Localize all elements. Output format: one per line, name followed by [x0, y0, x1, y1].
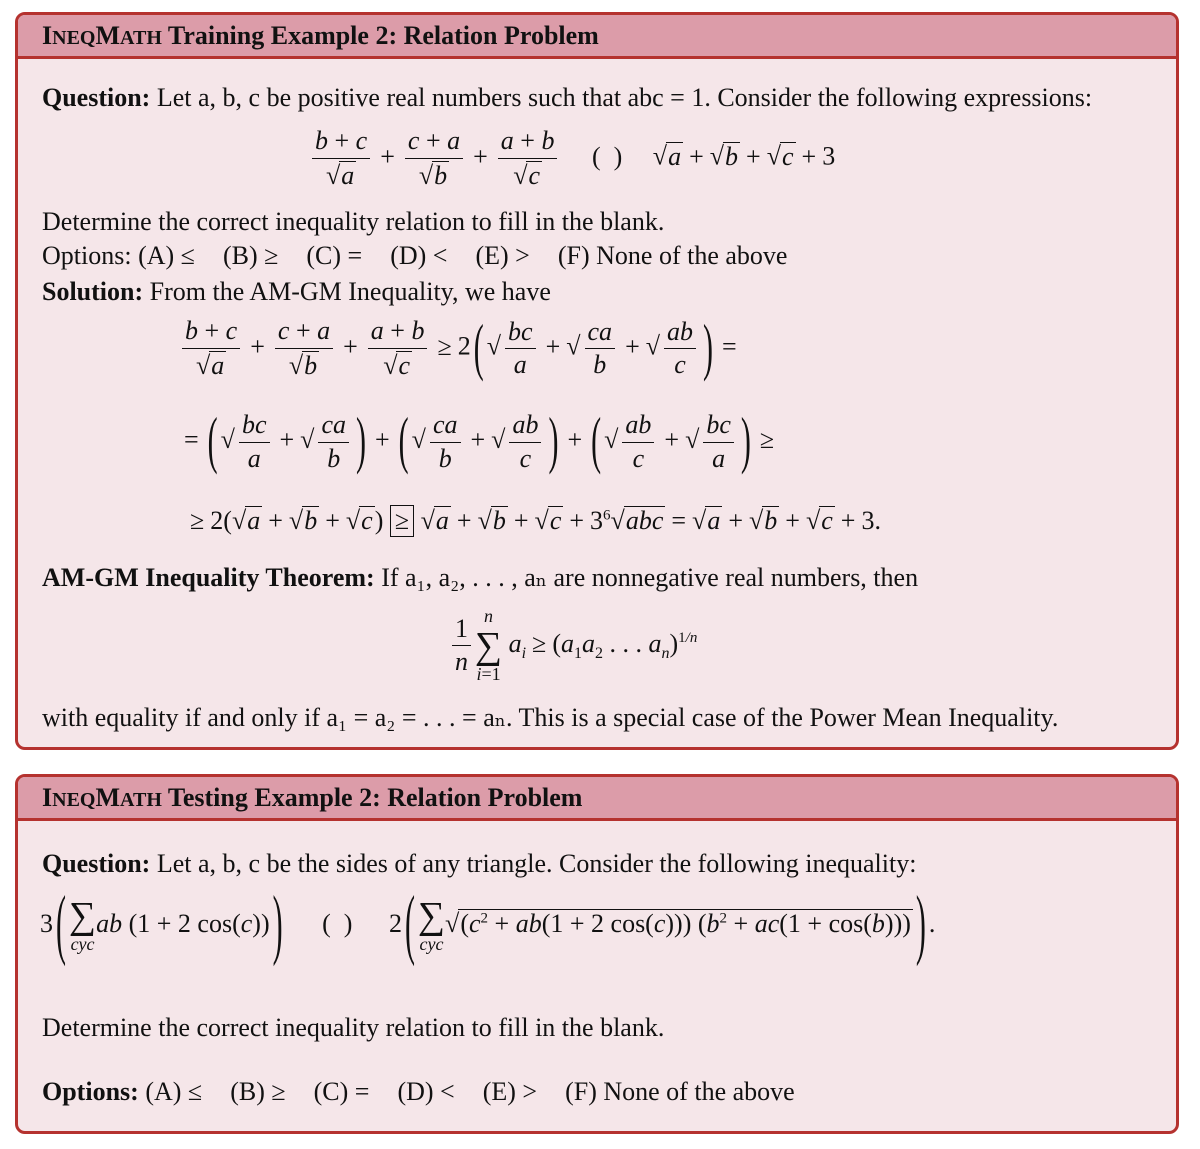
training-title: INEQMATH Training Example 2: Relation Problem: [18, 15, 1176, 59]
amgm-formula: $\frac{1}{n}$ n ∑ i=1 $a_i \ge (a_1a_2$ . . . $a_n)^{1/n}$: [448, 607, 697, 685]
testing-instruction: Determine the correct inequality relation to fill in the blank.: [42, 1013, 665, 1042]
testing-example-box: [15, 774, 1179, 1134]
training-question: Question: Let a, b, c be positive real numbers such that abc = 1. Consider the following expressions:: [42, 83, 1093, 112]
solution-line-1: $\frac{b + c}{√a}$ + $\frac{c + a}{√b}$ + $\frac{a + b}{√c}$ ≥ 2 ( √ $\frac{bc}{a}$ + √ $\frac{ca}{b}$ + √ $\frac{ab}{c}$ ) =: [178, 317, 743, 380]
training-example-box: [15, 12, 1179, 750]
theorem-statement: AM-GM Inequality Theorem: If a₁, a₂, . . . , aₙ are nonnegative real numbers, then: [42, 563, 919, 592]
training-closing: with equality if and only if a₁ = a₂ = . . . = aₙ. This is a special case of the Power Mean Inequality.: [42, 703, 1059, 732]
training-solution: Solution: From the AM-GM Inequality, we have: [42, 277, 551, 306]
testing-options: Options: (A) ≤ (B) ≥ (C) = (D) < (E) > (F) None of the above: [42, 1077, 795, 1106]
solution-line-3: ≥ $2(√a + √b + √c) \ge √a + √b + √c + 3^6√abc = √a + √b + √c + 3$.: [190, 506, 881, 535]
testing-title: INEQMATH Testing Example 2: Relation Problem: [18, 777, 1176, 821]
training-expression: $\frac{b + c}{√a}$ + $\frac{c + a}{√b}$ + $\frac{a + b}{√c}$ ( ) √a + √b + √c + 3: [308, 127, 835, 190]
testing-inequality: 3 ( ∑ cyc ab (1 + 2 cos(c)) ) ( ) 2 ( ∑ cyc $√(c^2 + ab(1 + 2$ cos(c))) $(b^2 + ac(1 + \cos(b)))$ ) .: [40, 881, 936, 968]
solution-line-2: = ( √ $\frac{bc}{a}$ + √ $\frac{ca}{b}$ ) + ( √ $\frac{ca}{b}$ + √ $\frac{ab}{c}$ ) + ( √ $\frac{ab}{c}$ + √ $\frac{bc}{a}$ ) ≥: [184, 406, 775, 476]
training-options: Options: (A) ≤ (B) ≥ (C) = (D) < (E) > (F) None of the above: [42, 241, 788, 270]
testing-question: Question: Let a, b, c be the sides of any triangle. Consider the following inequality:: [42, 849, 917, 878]
training-instruction: Determine the correct inequality relation to fill in the blank.: [42, 207, 665, 236]
answer-box: ≥: [390, 505, 414, 537]
